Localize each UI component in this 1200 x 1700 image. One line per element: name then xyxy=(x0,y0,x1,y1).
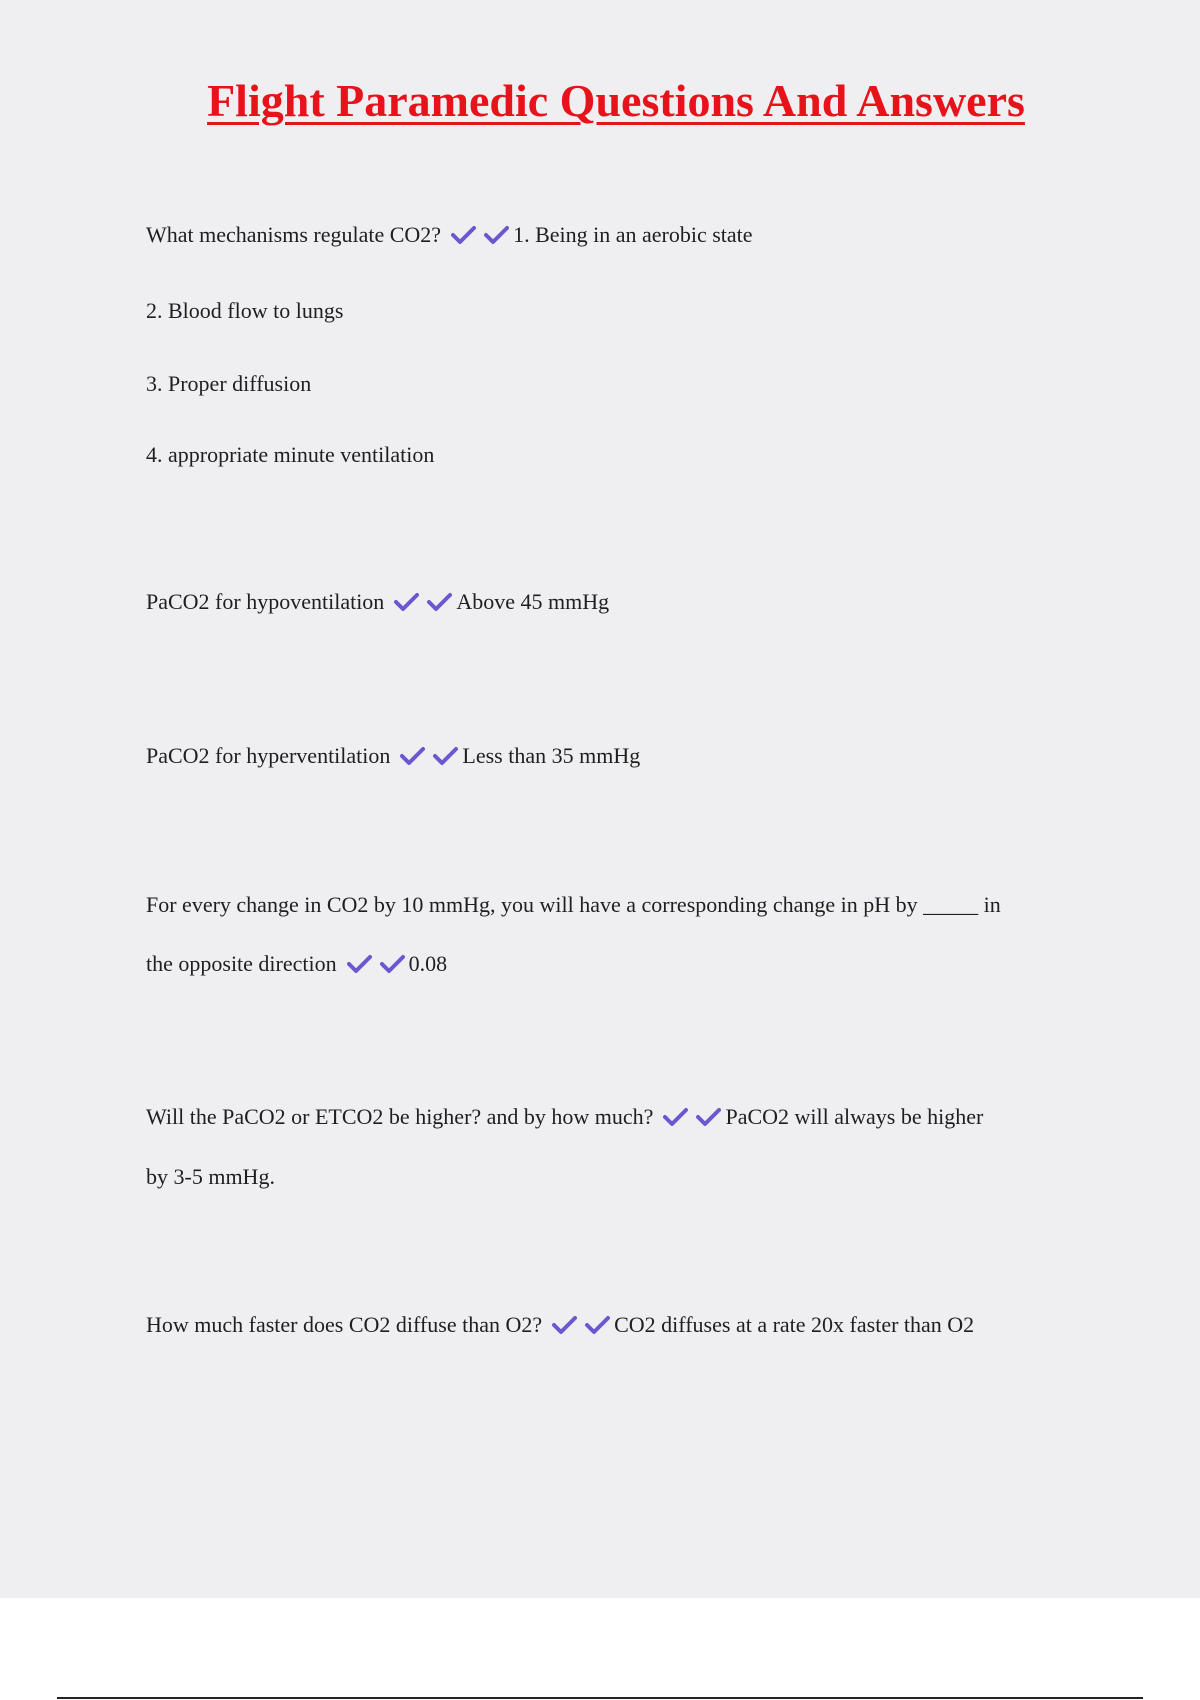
qa-line xyxy=(146,741,1096,771)
answer-continuation: 4. appropriate minute ventilation xyxy=(146,442,435,467)
question-text: Will the PaCO2 or ETCO2 be higher? and by how much? xyxy=(146,1104,654,1129)
answer-continuation: 2. Blood flow to lungs xyxy=(146,298,344,323)
qa-line xyxy=(146,220,1096,250)
answer-continuation: by 3-5 mmHg. xyxy=(146,1164,275,1189)
double-check-icon xyxy=(552,1315,610,1335)
question-text: PaCO2 for hypoventilation xyxy=(146,589,385,614)
question-text: For every change in CO2 by 10 mmHg, you will have a corresponding change in pH by _____ in xyxy=(146,892,1001,917)
double-check-icon xyxy=(394,592,452,612)
answer-text: Less than 35 mmHg xyxy=(462,743,641,768)
answer-text: 0.08 xyxy=(408,951,448,976)
qa-line xyxy=(146,1102,1096,1132)
answer-text: CO2 diffuses at a rate 20x faster than O2 xyxy=(614,1312,975,1337)
question-text: PaCO2 for hyperventilation xyxy=(146,743,391,768)
double-check-icon xyxy=(347,954,405,974)
answer-continuation: 3. Proper diffusion xyxy=(146,371,312,396)
question-text: the opposite direction xyxy=(146,951,337,976)
answer-text: 1. Being in an aerobic state xyxy=(513,222,753,247)
qa-line xyxy=(146,949,1096,979)
qa-line xyxy=(146,587,1096,617)
question-text: How much faster does CO2 diffuse than O2? xyxy=(146,1312,543,1337)
double-check-icon xyxy=(400,746,458,766)
double-check-icon xyxy=(663,1107,721,1127)
answer-text: PaCO2 will always be higher xyxy=(725,1104,984,1129)
double-check-icon xyxy=(451,225,509,245)
footer-divider xyxy=(57,1697,1143,1699)
document-title: Flight Paramedic Questions And Answers xyxy=(207,75,1025,126)
answer-text: Above 45 mmHg xyxy=(456,589,610,614)
question-text: What mechanisms regulate CO2? xyxy=(146,222,442,247)
qa-line xyxy=(146,1310,1096,1340)
